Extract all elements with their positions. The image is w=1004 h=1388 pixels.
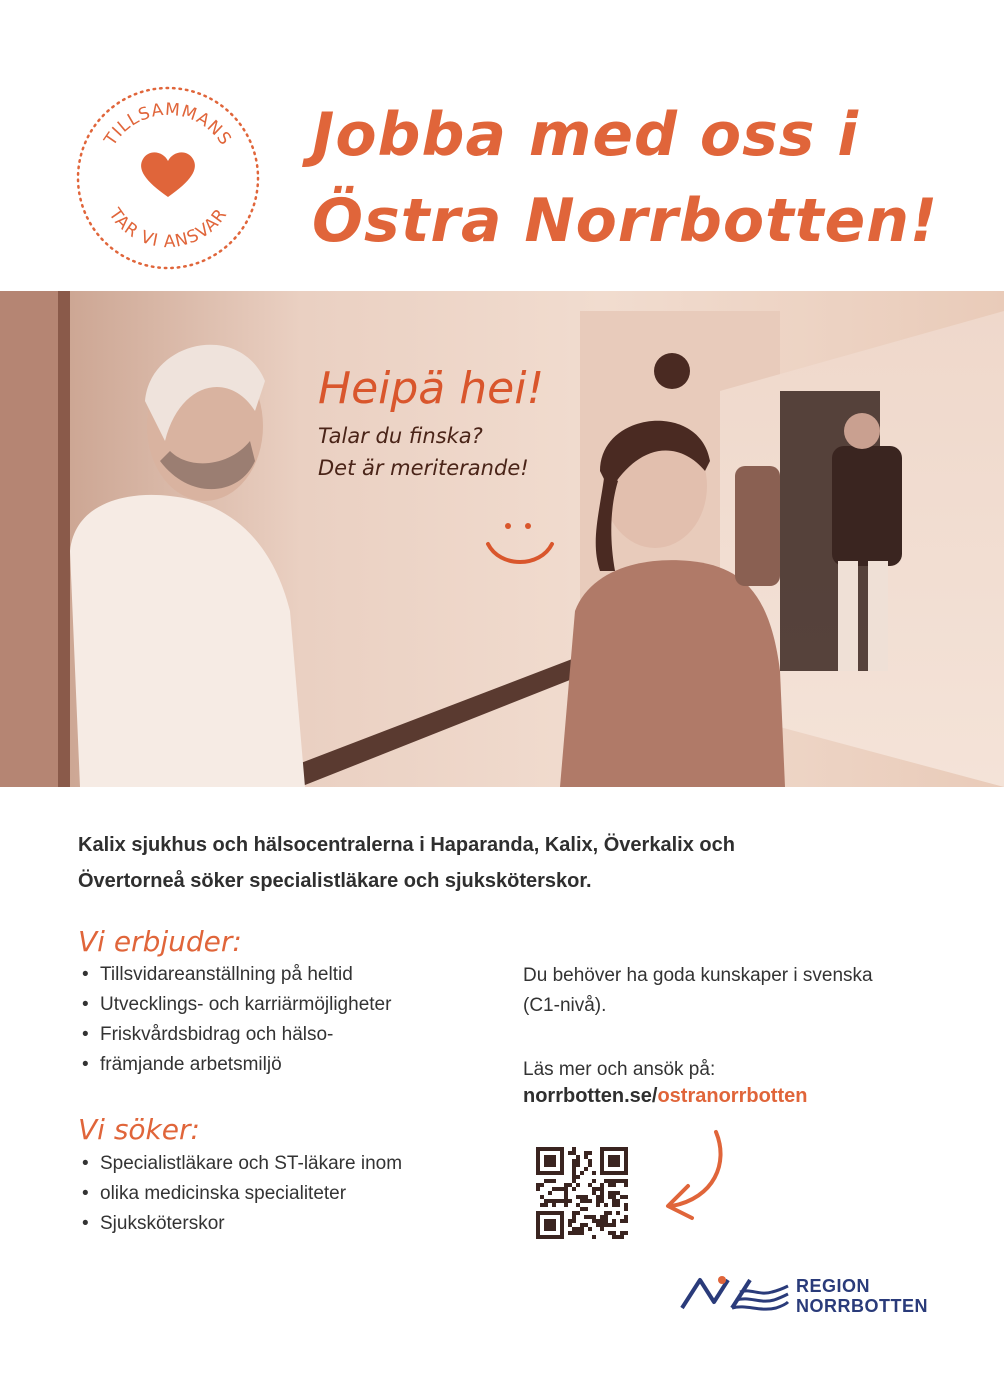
seek-title: Vi söker:	[78, 1113, 200, 1146]
greeting-text: Heipä hei!	[318, 363, 545, 414]
speech-callout	[318, 358, 618, 484]
list-item: • Specialistläkare och ST-läkare inom	[78, 1149, 478, 1179]
intro-line-2: Övertorneå söker specialistläkare och sjuksköterskor.	[78, 870, 592, 892]
merit-text: Det är meriterande!	[318, 456, 529, 480]
intro-text	[78, 827, 898, 899]
link-path[interactable]: ostranorrbotten	[657, 1085, 808, 1107]
seek-list	[78, 1149, 478, 1239]
logo-line-2: NORRBOTTEN	[796, 1296, 928, 1316]
list-item-continuation: • främjande arbetsmiljö	[78, 1050, 478, 1080]
link-domain[interactable]: norrbotten.se/	[523, 1085, 658, 1107]
requirements-line-2: (C1-nivå).	[523, 995, 607, 1016]
apply-link[interactable]	[523, 1085, 807, 1108]
smiley-icon	[480, 518, 560, 575]
logo-line-1: REGION	[796, 1276, 871, 1296]
apply-label: Läs mer och ansök på:	[523, 1059, 716, 1080]
tillsammans-badge	[75, 85, 261, 271]
region-norrbotten-logo-icon	[680, 1272, 790, 1317]
requirements	[523, 961, 873, 1021]
list-item: • Tillsvidareanställning på heltid	[78, 960, 478, 990]
headline	[312, 92, 972, 264]
list-item: • Friskvårdsbidrag och hälso-	[78, 1020, 478, 1050]
intro-line-1: Kalix sjukhus och hälsocentralerna i Haparanda, Kalix, Överkalix och	[78, 834, 735, 856]
headline-line-2: Östra Norrbotten!	[312, 186, 939, 256]
list-item: • Sjuksköterskor	[78, 1209, 478, 1239]
badge-bottom-text: TAR VI ANSVAR	[104, 204, 232, 253]
logo-text	[796, 1276, 928, 1316]
svg-text:TAR VI ANSVAR	[104, 204, 232, 252]
offer-list	[78, 960, 478, 1080]
qr-code[interactable]	[536, 1147, 628, 1244]
badge-top-text: TILLSAMMANS	[100, 99, 236, 150]
heart-icon	[141, 152, 195, 197]
curved-arrow-icon	[654, 1128, 734, 1233]
list-item: • Utvecklings- och karriärmöjligheter	[78, 990, 478, 1020]
svg-text:TILLSAMMANS	[100, 100, 235, 151]
list-item-continuation: • olika medicinska specialiteter	[78, 1179, 478, 1209]
offer-title: Vi erbjuder:	[78, 925, 242, 958]
headline-line-1: Jobba med oss i	[312, 100, 859, 170]
finnish-question: Talar du finska?	[318, 424, 483, 448]
requirements-line-1: Du behöver ha goda kunskaper i svenska	[523, 965, 873, 986]
